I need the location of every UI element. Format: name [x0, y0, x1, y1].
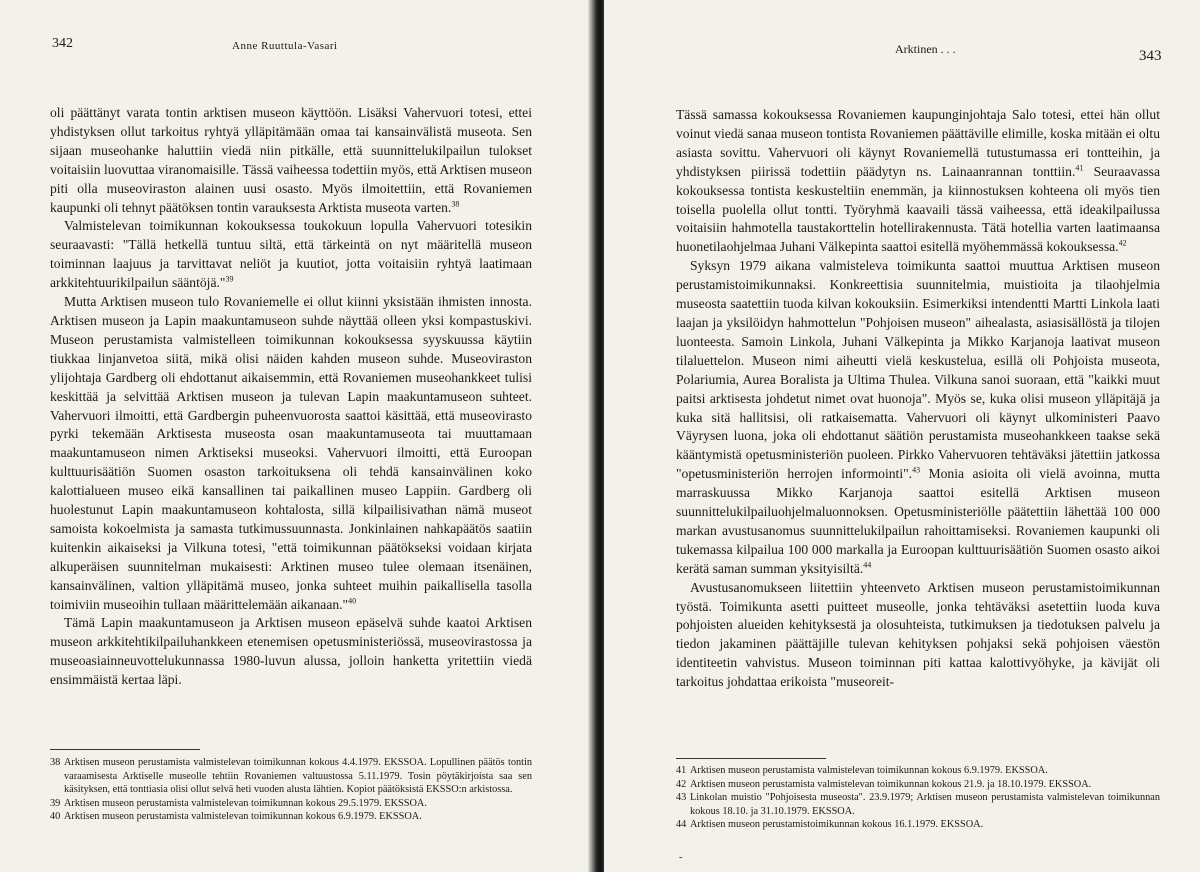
paragraph-text: Avustusanomukseen liitettiin yhteenveto Arktisen museon perustamistoimikunnan työstä. Toimikunta asetti puitteet museolle, jonka tehtäväksi asetettiin luoda kuva pohjoisten alueiden kehityksestä ja olosuhteista, tutkimuksen ja tiedotuksen palvelu ja tiedon jakaminen päättäjille tulevan kehityksen pohjaksi sekä pohjoisen väestön identiteetin vahvistus. Museon toiminnan piti kattaa kalottivyöhyke, ja kävijät oli tarkoitus johdattaa erikoista "museoreit-: [676, 579, 1160, 690]
footnote-number: 44: [676, 819, 687, 831]
footnote-rule: [676, 758, 826, 759]
footnotes: [50, 756, 532, 824]
footnote-number: 39: [50, 797, 61, 809]
paragraph-text: Valmistelevan toimikunnan kokouksessa toukokuun lopulla Vahervuori totesikin seuraavasti: "Tällä hetkellä tuntuu siltä, että tärkeintä on nyt määritellä museon toiminnan laajuus ja tarvittavat neliöt ja kuutiot, jotta voitaisiin ryhtyä laatimaan arkkitehtuurikilpailun sääntöjä.": [50, 218, 532, 291]
footnote-ref: 38: [451, 199, 460, 208]
paragraph-text: oli päättänyt varata tontin arktisen museon käyttöön. Lisäksi Vahervuori totesi, ettei yhdistyksen ollut tarkoitus ryhtyä ylläpitämään omaa tai kansainvälistä museota. Sen sijaan museohanke haluttiin viedä niin pitkälle, että suunnittelukilpailun tulokset voitaisiin luovuttaa viranomaisille. Tässä vaiheessa todettiin myös, että Arktisen museon piti olla museoviraston alainen uusi osasto. Myös ilmoitettiin, että Rovaniemen kaupunki oli tehnyt päätöksen tontin varauksesta Arktista museota varten.: [50, 105, 532, 215]
footnote-ref: 44: [863, 560, 872, 570]
body-text: [676, 106, 1160, 692]
paragraph-text: Mutta Arktisen museon tulo Rovaniemelle ei ollut kiinni yksistään ihmisten innosta. Arktisen museon ja Lapin maakuntamuseon suhde näyttää olleen yksi kompastuskivi. Museon perustamista valmistelleen toimikunnan kokouksessa syyskuussa käytiin tiukkaa linjanvetoa siitä, mikä olisi näiden kahden museon suhde. Museoviraston ylijohtaja Gardberg oli ehdottanut aikaisemmin, että Rovaniemen museohankkeet tulisi keskittää ja selvittää Arktisen museon ja tulevan Lapin maakuntamuseon suhteet. Vahervuori ilmoitti, että Gardbergin puheenvuorosta saattoi käsittää, että museovirasto pyrki tekemään Arktisesta museosta osan maakuntamuseota tai muuttamaan maakuntamuseon nimen Arktiseksi museoksi. Vahervuori ilmoitti, että Euroopan kulttuurisäätiön Suomen osaston tarkoituksena oli tehdä kansainvälinen koko kalottialueen museo eikä kansallinen tai paikallinen museo Lappiin. Gardberg oli huolestunut Lapin maakuntamuseon kohtalosta, sillä kilpailisivathan nämä museot samoista kokoelmista ja samasta tutkimussuunnasta. Jonkinlainen nahkapäätös saatiin kuitenkin aikaiseksi ja Vilkuna totesi, "että toimikunnan päätökseksi voidaan kirjata alkuperäisen suunnitelman mukaisesti: Arktinen museo tulee olemaan itsenäinen, kansainvälinen, valtion ylläpitämä museo, jonka suhteet muihin paikallisella tasolla toimiviin museoihin tullaan määrittelemään aikanaan.": [50, 294, 532, 612]
footnote: [50, 810, 532, 824]
footnote-number: 43: [676, 792, 687, 804]
footnote-number: 41: [676, 765, 687, 776]
footnote-text: Arktisen museon perustamista valmistelevan toimikunnan kokous 4.4.1979. EKSSOA. Lopullinen päätös tontin varaamisesta Arktiselle museolle tehtiin Rovaniemen valtuustossa 5.11.1979. Tosin pöytäkirjoista saa sen käsityksen, että tonttiasia olisi ollut selvä heti vuoden alusta lähtien. Kopiot päätöksistä EKSSO:n arkistossa.: [64, 757, 532, 796]
paragraph: [50, 293, 532, 614]
paragraph: [676, 106, 1160, 257]
footnote: [676, 778, 1160, 792]
footnote-text: Arktisen museon perustamistoimikunnan kokous 16.1.1979. EKSSOA.: [690, 819, 984, 831]
footnote-ref: 40: [348, 596, 357, 606]
body-text: [50, 104, 532, 690]
footnote-ref: 43: [912, 465, 921, 475]
paragraph: [50, 614, 532, 690]
footnote-text: Linkolan muistio "Pohjoisesta museosta". 23.9.1979; Arktisen museon perustamista valmistelevan toimikunnan kokous 18.10. ja 31.10.1979. EKSSOA.: [690, 792, 1160, 817]
footnote: [676, 764, 1160, 778]
footnote: [676, 791, 1160, 818]
paragraph-text: Tämä Lapin maakuntamuseon ja Arktisen museon epäselvä suhde kaatoi Arktisen museon arkkitehtikilpailuhankkeen etenemisen opetusministeriössä, museovirastossa ja museoasiainneuvottelukunnassa 1980-luvun alussa, jolloin hanketta yritettiin viedä ensimmäistä kertaa läpi.: [50, 615, 532, 688]
footnotes: [676, 764, 1160, 832]
footnote: [50, 797, 532, 811]
footnote: [676, 818, 1160, 832]
footnote: [50, 756, 532, 797]
footnote-ref: 42: [1118, 238, 1127, 248]
running-head: Arktinen . . .: [895, 42, 956, 56]
running-head: Anne Ruuttula-Vasari: [232, 40, 338, 52]
paragraph-text: Monia asioita oli vielä avoinna, mutta marraskuussa Mikko Karjanoja saattoi esitellä Arktisen museon suunnittelukilpailuohjelmaluonnoksen. Opetusministeriölle päätettiin lähettää 100 000 markan avustusanomus suunnittelukilpailun rahoittamiseksi. Rovaniemen kaupunki oli tukemassa kilpailua 100 000 markalla ja Euroopan kulttuurisäätiön Suomen osasto aikoi kerätä saman summan yksityisiltä.: [676, 466, 1160, 576]
paragraph-text: Tässä samassa kokouksessa Rovaniemen kaupunginjohtaja Salo totesi, ettei hän ollut voinut viedä sanaa museon tontista Rovaniemen päättäville elimille, koska mitään ei oltu asiasta sovittu. Vahervuori oli käynyt Rovaniemellä tutustumassa eri tontteihin, ja yhdistyksen piirissä todettiin päädytyn ns. Lainaanrannan tonttiin.: [676, 107, 1160, 179]
footnote-text: Arktisen museon perustamista valmistelevan toimikunnan kokous 29.5.1979. EKSSOA.: [64, 797, 427, 809]
paragraph: [50, 104, 532, 217]
right-page: [604, 0, 1200, 872]
footnote-number: 40: [50, 811, 61, 823]
footnote-text: Arktisen museon perustamista valmistelevan toimikunnan kokous 6.9.1979. EKSSOA.: [690, 765, 1048, 776]
footnote-number: 42: [676, 778, 687, 790]
paragraph: [50, 217, 532, 293]
paragraph-text: Syksyn 1979 aikana valmisteleva toimikunta saattoi muuttua Arktisen museon perustamistoimikunnaksi. Konkreettisia suunnitelmia, muistioita ja tilaohjelmia museosta saatettiin tuoda kilvan kokouksiin. Esimerkiksi intendentti Martti Linkola laati laajan ja yksilöidyn hahmottelun "Pohjoisen museon" aihealasta, asiasisällöstä ja tilojen luonteesta. Samoin Linkola, Juhani Välkepinta ja Mikko Karjanoja laativat museon tilaluettelon. Museon nimi aiheutti vielä keskustelua, esillä oli Pohjoista museota, Polariumia, Aurea Boralista ja Ultima Thulea. Vilkuna sanoi suoraan, että "kaikki muut paitsi arktisesta johdetut nimet ovat huonoja". Myös se, kuka olisi museon ylläpitäjä ja kuka sitä hallitsisi, oli ratkaisematta. Vahervuori oli käynyt ulkoministeri Paavo Väyrysen luona, joka oli ehdottanut säätiön perustamista museohankkeen taakse sekä kääntymistä opetusministeriön puoleen. Pirkko Vahervuoren tehtäväksi jätettiin jatkossa "opetusministeriön herrojen informointi".: [676, 258, 1160, 482]
footnote-ref: 39: [225, 274, 234, 284]
footnote-text: Arktisen museon perustamista valmistelevan toimikunnan kokous 6.9.1979. EKSSOA.: [64, 811, 422, 823]
footnote-rule: [50, 749, 200, 750]
page-number: 343: [1139, 48, 1162, 64]
paragraph-text: Seuraavassa kokouksessa tontista keskusteltiin enemmän, ja kiinnostuksen kohteena oli myös tien toisella puolella ollut tontti. Työryhmä kaavaili tässä vaiheessa, että ideakilpailussa voitaisiin hahmotella taustakorttelin hotellirakennusta. Tätä hotellia varten laatimaansa huonetilaohjelmaa Juhani Välkepinta saattoi esitellä myöhemmässä kokouksessa.: [676, 163, 1161, 255]
page-mark: -: [679, 852, 683, 863]
paragraph: [676, 579, 1160, 692]
page-number: 342: [52, 36, 73, 51]
paragraph: [676, 257, 1160, 578]
footnote-text: Arktisen museon perustamista valmistelevan toimikunnan kokous 21.9. ja 18.10.1979. EKSSOA.: [690, 778, 1092, 790]
footnote-ref: 41: [1075, 163, 1084, 173]
left-page: [0, 0, 596, 872]
footnote-number: 38: [50, 757, 61, 768]
